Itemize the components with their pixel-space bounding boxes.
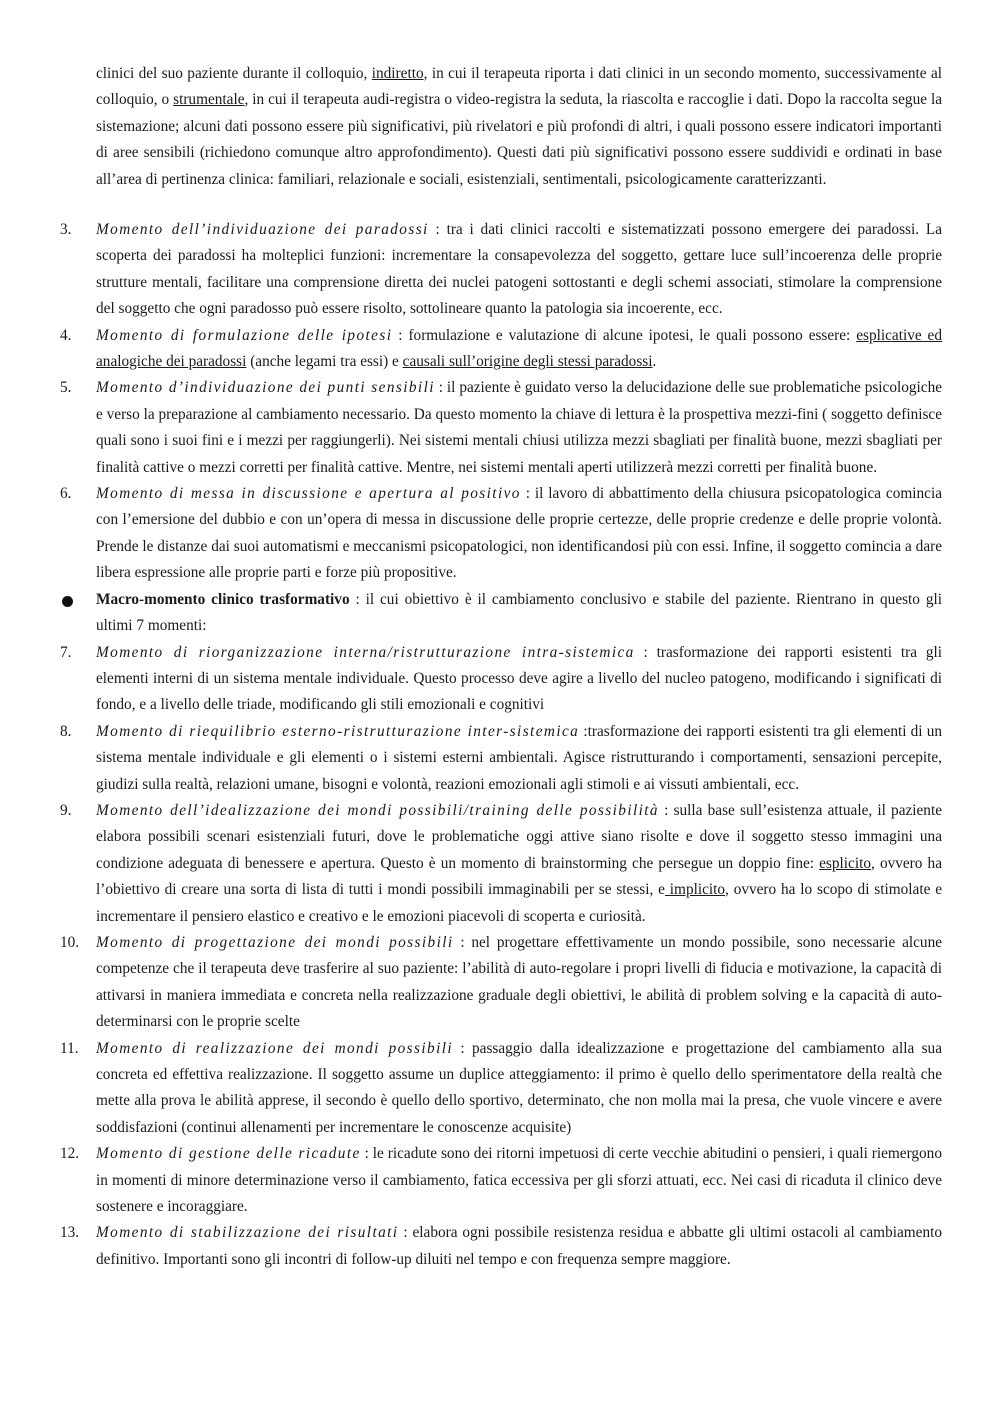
item-title: Momento d’individuazione dei punti sensibili [96, 379, 435, 397]
item-number: 9. [60, 801, 72, 819]
list-item-3 [0, 217, 942, 323]
list-item-10 [0, 930, 942, 1036]
item-number: 8. [60, 722, 72, 740]
list-item-9 [0, 798, 942, 930]
item-text: : tra i dati clinici raccolti e sistematizzati possono emergere dei paradossi. La scoperta dei paradossi ha molteplici funzioni: incrementare la consapevolezza del soggetto, gettare luce sull’incoerenza delle proprie strutture mentali, facilitare una comprensione diretta dei nuclei patogeni sottostanti e degli schemi associati, stimolare la comprensione del soggetto che ogni paradosso può essere risolto, sottolineare quanto la patologia sia incoerente, ecc. [96, 221, 942, 318]
item-title: Momento di messa in discussione e apertura al positivo [96, 485, 521, 503]
underlined-term-strumentale: strumentale [173, 91, 245, 109]
item-number: 13. [60, 1224, 80, 1242]
list-item-7 [0, 640, 942, 719]
list-item-11 [0, 1036, 942, 1142]
list-item-5 [0, 375, 942, 481]
item-title: Momento di riorganizzazione interna/ristrutturazione intra-sistemica [96, 643, 635, 661]
item-text: : passaggio dalla idealizzazione e progettazione del cambiamento alla sua concreta ed effettiva realizzazione. Il soggetto assume un duplice atteggiamento: il primo è quello dello sperimentatore della realtà che mette alla prova le abilità apprese, il secondo è quello dello sportivo, determinato, che non molla mai la presa, che vuole vincere e avere soddisfazioni (continui allenamenti per incrementare le conoscenze acquisite) [96, 1039, 942, 1136]
list-item-4 [0, 323, 942, 376]
item-number: 10. [60, 933, 80, 951]
item-text: :trasformazione dei rapporti esistenti tra gli elementi di un sistema mentale individuale e gli elementi o i sistemi esterni ambientali. Agisce ristrutturando i comportamenti, sensazioni percepite, giudizi sulla realtà, relazioni umane, bisogni e volontà, reazioni emozionali agli stimoli e ai vissuti ambientali, ecc. [96, 722, 942, 793]
item-number: 11. [60, 1039, 79, 1057]
item-title: Macro-momento clinico trasformativo [96, 590, 350, 608]
item-text: : il paziente è guidato verso la delucidazione delle sue problematiche psicologiche e verso la preparazione al cambiamento necessario. Da questo momento la chiave di lettura è la prospettiva mezzi-fini ( soggetto definisce quali sono i suoi fini e i mezzi per raggiungerli). Nei sistemi mentali chiusi utilizza mezzi sbagliati per finalità buone, mezzi sbagliati per finalità cattive o mezzi corretti per finalità cattive. Mentre, nei sistemi mentali aperti utilizzerà mezzi corretti per finalità buone. [96, 379, 943, 476]
item-title: Momento di stabilizzazione dei risultati [96, 1224, 399, 1242]
item-number: 12. [60, 1145, 80, 1163]
item-text: : il cui obiettivo è il cambiamento conclusivo e stabile del paziente. Rientrano in questo gli ultimi 7 momenti: [96, 590, 942, 635]
intro-text: , in cui il terapeuta audi-registra o video-registra la seduta, la riascolta e raccoglie i dati. Dopo la raccolta segue la sistemazione; alcuni dati possono essere più significativi, più rivelatori e più profondi di altri, i quali possono essere indicatori importanti di aree sensibili (richiedono comunque altro approfondimento). Questi dati più significativi possono essere suddividi e ordinati in base all’area di pertinenza clinica: familiari, relazionale e sociali, esistenziali, sentimentali, psicologicamente caratterizzanti. [96, 91, 942, 188]
item-title: Momento di progettazione dei mondi possibili [96, 933, 454, 951]
item-text: (anche legami tra essi) e [246, 353, 403, 371]
underlined-term: esplicative ed analogiche dei paradossi [96, 326, 942, 371]
item-title: Momento di formulazione delle ipotesi [96, 326, 393, 344]
item-title: Momento dell’idealizzazione dei mondi possibili/training delle possibilità [96, 801, 659, 819]
underlined-term-indiretto: indiretto [371, 65, 424, 82]
underlined-term-esplicito: esplicito [819, 854, 871, 872]
item-title: Momento di riequilibrio esterno-ristrutturazione inter-sistemica [96, 722, 580, 740]
underlined-term-implicito: implicito [664, 881, 726, 899]
underlined-term: causali sull’origine degli stessi paradossi [402, 353, 653, 371]
item-title: Momento di gestione delle ricadute [96, 1145, 361, 1163]
intro-text: clinici del suo paziente durante il colloquio, [96, 65, 372, 82]
item-text: . [652, 353, 657, 371]
intro-text: , in cui il terapeuta riporta i dati clinici in un secondo momento, successivamente al colloquio, o [96, 65, 942, 109]
item-number: 6. [60, 485, 72, 503]
item-text: , ovvero ha l’obiettivo di creare una sorta di lista di tutti i mondi possibili immaginabili per se stessi, e [96, 854, 942, 899]
item-text: : trasformazione dei rapporti esistenti tra gli elementi interni di un sistema mentale individuale. Questo processo deve agire a livello del nucleo patogeno, modificando i significati di fondo, e a livello delle triade, modificando gli stili emozionali e cognitivi [96, 643, 942, 714]
list-item-8 [0, 719, 942, 798]
item-text: : elabora ogni possibile resistenza residua e abbatte gli ultimi ostacoli al cambiamento definitivo. Importanti sono gli incontri di follow-up diluiti nel tempo e con frequenza sempre maggiore. [96, 1224, 943, 1268]
moments-list [0, 217, 1000, 1273]
item-title: Momento di realizzazione dei mondi possibili [96, 1039, 454, 1057]
item-title: Momento dell’individuazione dei paradossi [96, 221, 429, 238]
item-text: , ovvero ha lo scopo di stimolate e incrementare il pensiero elastico e creativo e le emozioni piacevoli di scoperta e curiosità. [96, 881, 942, 925]
item-number: 3. [60, 221, 72, 238]
item-text: : nel progettare effettivamente un mondo possibile, sono necessarie alcune competenze che il terapeuta deve trasferire al suo paziente: l’abilità di auto-regolare i propri livelli di fiducia e motivazione, la capacità di attivarsi in maniera immediata e concreta nella realizzazione graduale degli obiettivi, le abilità di problem solving e la capacità di auto-determinarsi con le proprie scelte [96, 933, 943, 1031]
list-item-13 [0, 1220, 942, 1273]
list-item-12 [0, 1141, 942, 1220]
item-text: : formulazione e valutazione di alcune ipotesi, le quali possono essere: [392, 326, 857, 344]
intro-paragraph [96, 61, 942, 193]
list-item-macro [0, 587, 942, 640]
item-number: 5. [60, 379, 72, 397]
item-number: 7. [60, 643, 72, 661]
bullet-icon [62, 596, 73, 607]
item-text: : il lavoro di abbattimento della chiusura psicopatologica comincia con l’emersione del dubbio e con un’opera di messa in discussione delle proprie certezze, delle proprie credenze e delle proprie volontà. Prende le distanze dai suoi automatismi e meccanismi psicopatologici, non identificandosi più con essi. Infine, il soggetto comincia a dare libera espressione alle proprie parti e forze più propositive. [96, 485, 943, 582]
item-text: : le ricadute sono dei ritorni impetuosi di certe vecchie abitudini o pensieri, i quali riemergono in momenti di minore determinazione verso il cambiamento, fatica eccessiva per gli sforzi attuati, ecc. Nei casi di ricaduta il clinico deve sostenere e incoraggiare. [96, 1145, 942, 1216]
list-item-6 [0, 481, 942, 587]
item-text: : sulla base sull’esistenza attuale, il paziente elabora possibili scenari esistenziali futuri, dove le problematiche oggi attive siano risolte e dove il soggetto stesso immagini una condizione adeguata di benessere e apertura. Questo è un momento di brainstorming che persegue un doppio fine: [96, 801, 942, 872]
item-number: 4. [60, 326, 72, 344]
